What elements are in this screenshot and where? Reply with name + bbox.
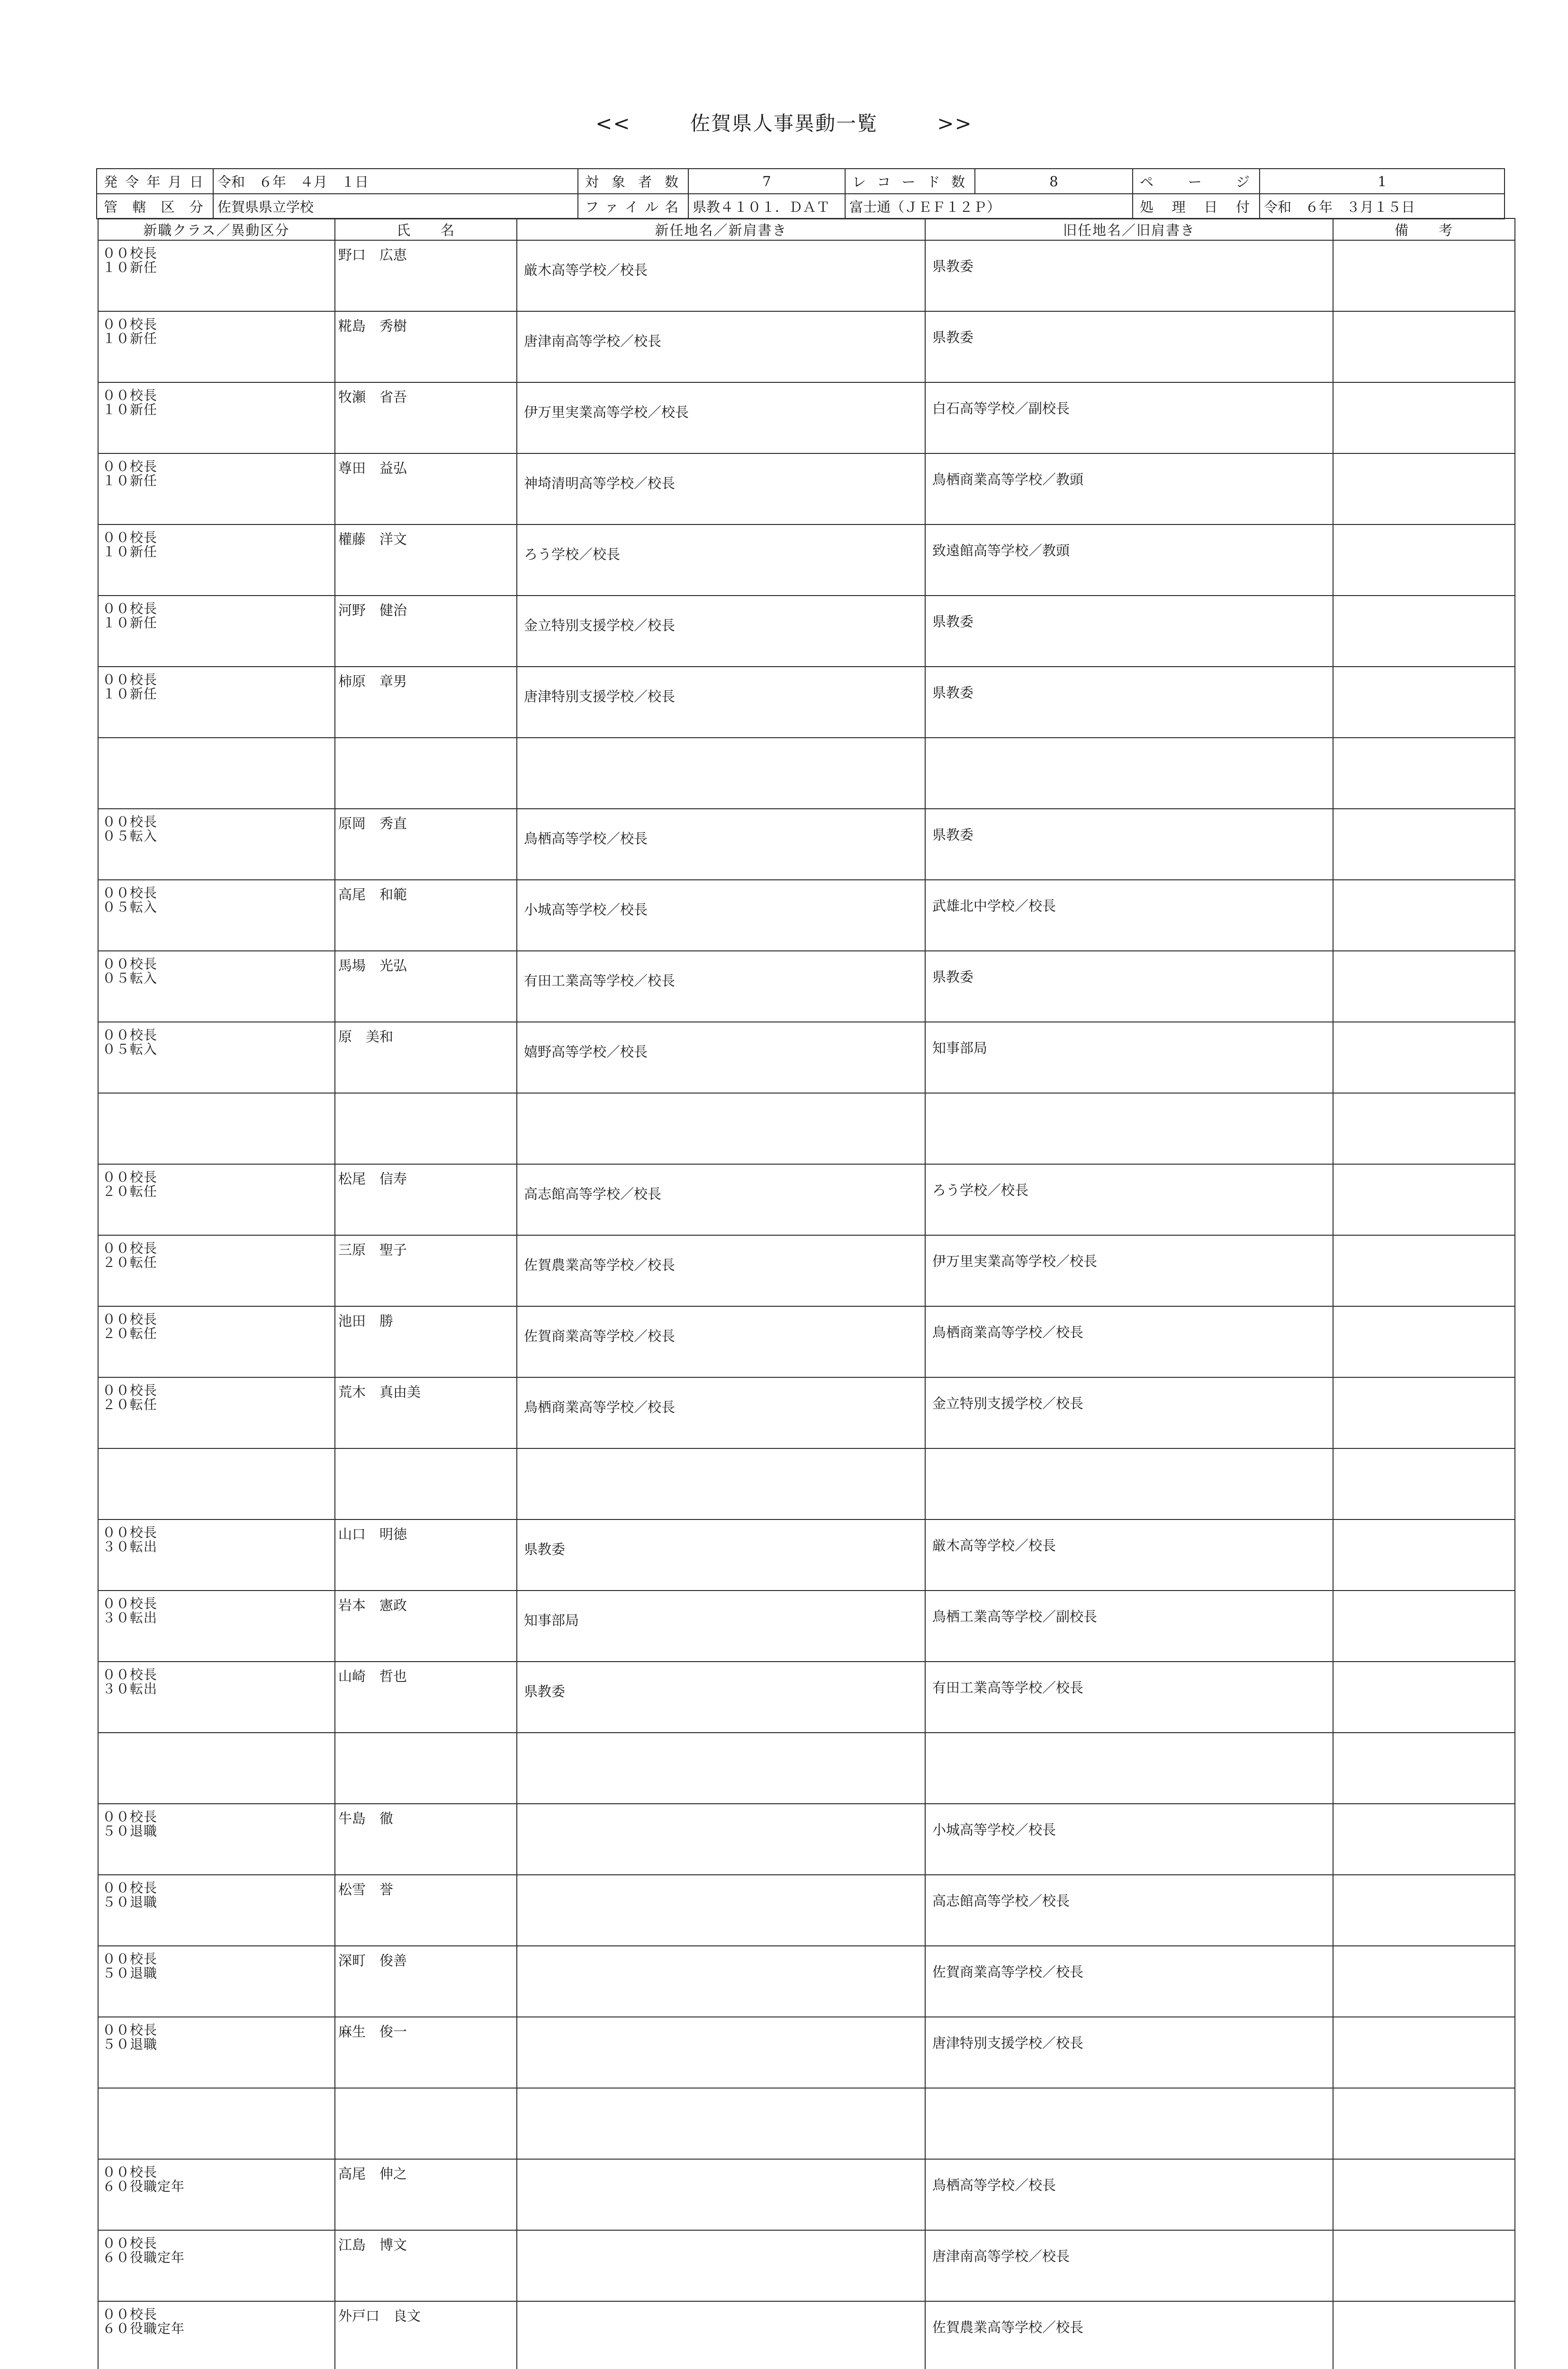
person-name: 外戸口 良文 (335, 2301, 517, 2369)
old-post: 県教委 (925, 809, 1333, 880)
job-class: ００校長 (102, 956, 158, 972)
document-title (0, 108, 1568, 136)
page-label: ページ (1133, 169, 1260, 194)
new-post (517, 1093, 925, 1164)
old-post: 金立特別支援学校／校長 (925, 1377, 1333, 1448)
table-row (98, 1519, 1515, 1591)
new-post (517, 2301, 925, 2369)
transfer-kind: ０５転入 (102, 828, 158, 844)
class-cell (98, 1164, 335, 1235)
job-class: ００校長 (102, 814, 158, 830)
title-text: 佐賀県人事異動一覧 (690, 112, 878, 135)
table-row (98, 2088, 1515, 2159)
person-name: 馬場 光弘 (335, 951, 517, 1022)
class-cell (98, 382, 335, 453)
jurisdiction-value: 佐賀県県立学校 (213, 194, 578, 219)
old-post: 県教委 (925, 311, 1333, 382)
person-name (335, 2088, 517, 2159)
header-row-1 (97, 169, 1505, 194)
table-row (98, 667, 1515, 738)
file-name-label: ファイル名 (578, 194, 688, 219)
remarks (1333, 240, 1515, 311)
old-post: 鳥栖商業高等学校／教頭 (925, 453, 1333, 524)
class-cell (98, 1377, 335, 1448)
old-post: 伊万里実業高等学校／校長 (925, 1235, 1333, 1306)
class-cell (98, 1591, 335, 1662)
col-header-new-post: 新任地名／新肩書き (517, 218, 925, 240)
job-class: ００校長 (102, 1027, 158, 1043)
header-row-2 (97, 194, 1505, 219)
transfer-kind: ２０転任 (102, 1184, 158, 1199)
new-post: 知事部局 (517, 1591, 925, 1662)
class-cell (98, 2017, 335, 2088)
old-post: 佐賀農業高等学校／校長 (925, 2301, 1333, 2369)
class-cell (98, 596, 335, 667)
remarks (1333, 2159, 1515, 2230)
remarks (1333, 524, 1515, 596)
table-row (98, 2017, 1515, 2088)
transfer-kind: １０新任 (102, 615, 158, 631)
job-class: ００校長 (102, 2306, 158, 2322)
job-class: ００校長 (102, 316, 158, 332)
person-name: 岩本 憲政 (335, 1591, 517, 1662)
remarks (1333, 1377, 1515, 1448)
new-post: 厳木高等学校／校長 (517, 240, 925, 311)
old-post (925, 1733, 1333, 1804)
system-value: 富士通（ＪＥＦ１２Ｐ） (845, 194, 1133, 219)
new-post (517, 2230, 925, 2301)
old-post: 唐津南高等学校／校長 (925, 2230, 1333, 2301)
table-row (98, 809, 1515, 880)
record-count-label: レコード数 (845, 169, 975, 194)
class-cell (98, 240, 335, 311)
new-post: 伊万里実業高等学校／校長 (517, 382, 925, 453)
new-post: 県教委 (517, 1519, 925, 1591)
target-count-value: 7 (688, 169, 845, 194)
transfer-kind: ６０役職定年 (102, 2179, 185, 2194)
table-row (98, 240, 1515, 311)
remarks (1333, 2088, 1515, 2159)
remarks (1333, 1875, 1515, 1946)
old-post: 白石高等学校／副校長 (925, 382, 1333, 453)
table-row (98, 1093, 1515, 1164)
class-cell (98, 809, 335, 880)
table-row (98, 1733, 1515, 1804)
transfer-kind: ３０転出 (102, 1610, 158, 1626)
class-cell (98, 1946, 335, 2017)
job-class: ００校長 (102, 1240, 158, 1256)
issue-date-label: 発令年月日 (97, 169, 213, 194)
new-post: 嬉野高等学校／校長 (517, 1022, 925, 1093)
person-name: 牧瀬 省吾 (335, 382, 517, 453)
class-cell (98, 1306, 335, 1377)
record-count-value: 8 (975, 169, 1133, 194)
new-post (517, 1946, 925, 2017)
person-name: 原 美和 (335, 1022, 517, 1093)
old-post (925, 1093, 1333, 1164)
table-row (98, 382, 1515, 453)
job-class: ００校長 (102, 1525, 158, 1540)
person-name: 池田 勝 (335, 1306, 517, 1377)
remarks (1333, 1093, 1515, 1164)
remarks (1333, 1235, 1515, 1306)
person-name: 權藤 洋文 (335, 524, 517, 596)
remarks (1333, 2301, 1515, 2369)
table-row (98, 951, 1515, 1022)
person-name: 野口 広恵 (335, 240, 517, 311)
new-post: 唐津特別支援学校／校長 (517, 667, 925, 738)
new-post (517, 1875, 925, 1946)
job-class: ００校長 (102, 2235, 158, 2251)
new-post: ろう学校／校長 (517, 524, 925, 596)
class-cell (98, 1519, 335, 1591)
title-left-mark: << (595, 112, 631, 135)
old-post: 小城高等学校／校長 (925, 1804, 1333, 1875)
person-name (335, 1093, 517, 1164)
class-cell (98, 738, 335, 809)
table-row (98, 2301, 1515, 2369)
table-row (98, 1022, 1515, 1093)
class-cell (98, 2301, 335, 2369)
old-post: 鳥栖商業高等学校／校長 (925, 1306, 1333, 1377)
class-cell (98, 667, 335, 738)
transfer-kind: １０新任 (102, 473, 158, 488)
transfer-kind: ０５転入 (102, 970, 158, 986)
person-name: 山崎 哲也 (335, 1662, 517, 1733)
job-class: ００校長 (102, 1596, 158, 1611)
new-post: 佐賀農業高等学校／校長 (517, 1235, 925, 1306)
header-table (96, 168, 1505, 219)
transfer-kind: １０新任 (102, 402, 158, 417)
remarks (1333, 667, 1515, 738)
class-cell (98, 311, 335, 382)
remarks (1333, 1733, 1515, 1804)
person-name: 江島 博文 (335, 2230, 517, 2301)
processing-date-label: 処理日付 (1133, 194, 1260, 219)
remarks (1333, 951, 1515, 1022)
table-row (98, 2159, 1515, 2230)
new-post: 県教委 (517, 1662, 925, 1733)
old-post (925, 1448, 1333, 1519)
transfer-kind: １０新任 (102, 686, 158, 702)
personnel-table (98, 218, 1515, 2369)
remarks (1333, 809, 1515, 880)
job-class: ００校長 (102, 388, 158, 403)
class-cell (98, 1235, 335, 1306)
job-class: ００校長 (102, 2164, 158, 2180)
new-post (517, 738, 925, 809)
new-post: 佐賀商業高等学校／校長 (517, 1306, 925, 1377)
person-name: 原岡 秀直 (335, 809, 517, 880)
remarks (1333, 1804, 1515, 1875)
table-row (98, 524, 1515, 596)
table-row (98, 1448, 1515, 1519)
new-post (517, 1448, 925, 1519)
table-row (98, 738, 1515, 809)
transfer-kind: ２０転任 (102, 1255, 158, 1270)
remarks (1333, 1164, 1515, 1235)
old-post: 有田工業高等学校／校長 (925, 1662, 1333, 1733)
class-cell (98, 880, 335, 951)
person-name: 尊田 益弘 (335, 453, 517, 524)
remarks (1333, 738, 1515, 809)
table-row (98, 596, 1515, 667)
remarks (1333, 453, 1515, 524)
remarks (1333, 596, 1515, 667)
new-post: 小城高等学校／校長 (517, 880, 925, 951)
job-class: ００校長 (102, 245, 158, 261)
person-name: 三原 聖子 (335, 1235, 517, 1306)
col-header-class: 新職クラス／異動区分 (98, 218, 335, 240)
remarks (1333, 2017, 1515, 2088)
old-post: 知事部局 (925, 1022, 1333, 1093)
col-header-remarks: 備 考 (1333, 218, 1515, 240)
old-post: 県教委 (925, 667, 1333, 738)
class-cell (98, 1022, 335, 1093)
transfer-kind: １０新任 (102, 260, 158, 275)
new-post: 有田工業高等学校／校長 (517, 951, 925, 1022)
old-post: 高志館高等学校／校長 (925, 1875, 1333, 1946)
processing-date-value: 令和 ６年 ３月１５日 (1260, 194, 1505, 219)
transfer-kind: ６０役職定年 (102, 2250, 185, 2265)
job-class: ００校長 (102, 1809, 158, 1825)
person-name: 荒木 真由美 (335, 1377, 517, 1448)
job-class: ００校長 (102, 1880, 158, 1896)
old-post (925, 738, 1333, 809)
old-post: 厳木高等学校／校長 (925, 1519, 1333, 1591)
new-post (517, 2088, 925, 2159)
remarks (1333, 1448, 1515, 1519)
job-class: ００校長 (102, 1951, 158, 1967)
new-post (517, 2017, 925, 2088)
remarks (1333, 880, 1515, 951)
remarks (1333, 2230, 1515, 2301)
table-row (98, 1164, 1515, 1235)
table-row (98, 1804, 1515, 1875)
class-cell (98, 1448, 335, 1519)
class-cell (98, 1875, 335, 1946)
transfer-kind: １０新任 (102, 331, 158, 346)
new-post (517, 2159, 925, 2230)
class-cell (98, 1804, 335, 1875)
table-row (98, 1377, 1515, 1448)
column-header-row (98, 218, 1515, 240)
issue-date-value: 令和 ６年 ４月 １日 (213, 169, 578, 194)
transfer-kind: ３０転出 (102, 1681, 158, 1697)
jurisdiction-label: 管轄区分 (97, 194, 213, 219)
old-post: 県教委 (925, 240, 1333, 311)
person-name: 松尾 信寿 (335, 1164, 517, 1235)
class-cell (98, 524, 335, 596)
table-row (98, 1591, 1515, 1662)
table-row (98, 1235, 1515, 1306)
old-post: 鳥栖工業高等学校／副校長 (925, 1591, 1333, 1662)
job-class: ００校長 (102, 1667, 158, 1682)
table-row (98, 1875, 1515, 1946)
job-class: ００校長 (102, 601, 158, 616)
table-row (98, 453, 1515, 524)
file-name-value: 県教４１０１．ＤＡＴ (688, 194, 845, 219)
remarks (1333, 311, 1515, 382)
transfer-kind: ５０退職 (102, 1894, 158, 1910)
job-class: ００校長 (102, 1311, 158, 1327)
transfer-kind: ０５転入 (102, 899, 158, 915)
remarks (1333, 1591, 1515, 1662)
class-cell (98, 2159, 335, 2230)
table-row (98, 311, 1515, 382)
old-post: ろう学校／校長 (925, 1164, 1333, 1235)
table-row (98, 2230, 1515, 2301)
job-class: ００校長 (102, 1169, 158, 1185)
person-name: 糀島 秀樹 (335, 311, 517, 382)
transfer-kind: ３０転出 (102, 1539, 158, 1555)
remarks (1333, 382, 1515, 453)
class-cell (98, 2088, 335, 2159)
new-post: 金立特別支援学校／校長 (517, 596, 925, 667)
remarks (1333, 1022, 1515, 1093)
person-name (335, 738, 517, 809)
title-right-mark: >> (937, 112, 973, 135)
transfer-kind: ６０役職定年 (102, 2321, 185, 2336)
transfer-kind: １０新任 (102, 544, 158, 560)
old-post: 県教委 (925, 951, 1333, 1022)
new-post (517, 1733, 925, 1804)
class-cell (98, 2230, 335, 2301)
class-cell (98, 453, 335, 524)
class-cell (98, 951, 335, 1022)
person-name (335, 1448, 517, 1519)
job-class: ００校長 (102, 1383, 158, 1398)
person-name: 山口 明徳 (335, 1519, 517, 1591)
job-class: ００校長 (102, 672, 158, 687)
old-post: 武雄北中学校／校長 (925, 880, 1333, 951)
old-post: 唐津特別支援学校／校長 (925, 2017, 1333, 2088)
job-class: ００校長 (102, 530, 158, 545)
person-name: 柿原 章男 (335, 667, 517, 738)
class-cell (98, 1662, 335, 1733)
old-post (925, 2088, 1333, 2159)
col-header-name: 氏 名 (335, 218, 517, 240)
new-post: 唐津南高等学校／校長 (517, 311, 925, 382)
person-name (335, 1733, 517, 1804)
remarks (1333, 1662, 1515, 1733)
new-post: 神埼清明高等学校／校長 (517, 453, 925, 524)
job-class: ００校長 (102, 459, 158, 474)
table-row (98, 1306, 1515, 1377)
person-name: 松雪 誉 (335, 1875, 517, 1946)
table-row (98, 1662, 1515, 1733)
remarks (1333, 1946, 1515, 2017)
transfer-kind: ５０退職 (102, 1965, 158, 1981)
new-post: 鳥栖高等学校／校長 (517, 809, 925, 880)
person-name: 高尾 和範 (335, 880, 517, 951)
remarks (1333, 1519, 1515, 1591)
old-post: 鳥栖高等学校／校長 (925, 2159, 1333, 2230)
old-post: 致遠館高等学校／教頭 (925, 524, 1333, 596)
transfer-kind: ５０退職 (102, 2036, 158, 2052)
page-value: 1 (1260, 169, 1505, 194)
person-name: 高尾 伸之 (335, 2159, 517, 2230)
transfer-kind: ２０転任 (102, 1397, 158, 1412)
remarks (1333, 1306, 1515, 1377)
transfer-kind: ２０転任 (102, 1326, 158, 1341)
job-class: ００校長 (102, 2022, 158, 2038)
table-row (98, 1946, 1515, 2017)
table-row (98, 880, 1515, 951)
new-post: 鳥栖商業高等学校／校長 (517, 1377, 925, 1448)
old-post: 佐賀商業高等学校／校長 (925, 1946, 1333, 2017)
new-post: 高志館高等学校／校長 (517, 1164, 925, 1235)
person-name: 深町 俊善 (335, 1946, 517, 2017)
person-name: 牛島 徹 (335, 1804, 517, 1875)
transfer-kind: ５０退職 (102, 1823, 158, 1839)
new-post (517, 1804, 925, 1875)
col-header-old-post: 旧任地名／旧肩書き (925, 218, 1333, 240)
class-cell (98, 1093, 335, 1164)
transfer-kind: ０５転入 (102, 1041, 158, 1057)
job-class: ００校長 (102, 885, 158, 901)
person-name: 河野 健治 (335, 596, 517, 667)
person-name: 麻生 俊一 (335, 2017, 517, 2088)
target-count-label: 対象者数 (578, 169, 688, 194)
class-cell (98, 1733, 335, 1804)
old-post: 県教委 (925, 596, 1333, 667)
